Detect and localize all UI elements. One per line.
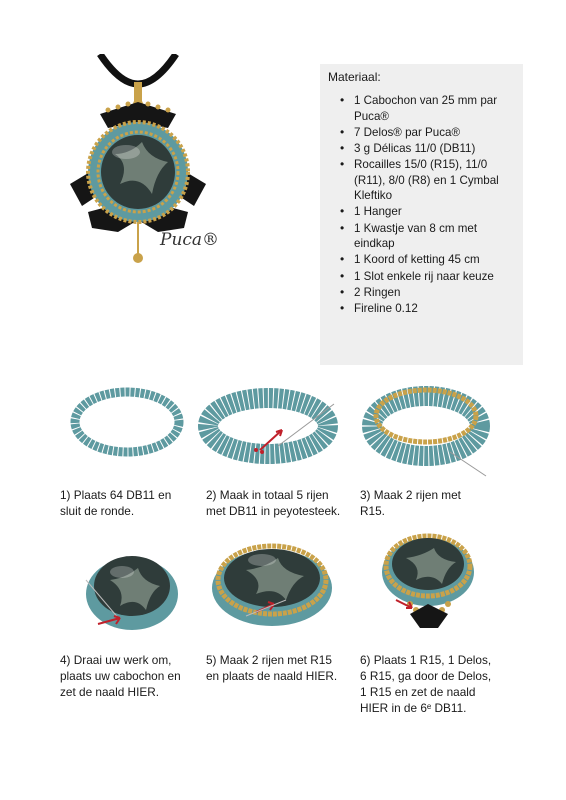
material-item: • 7 Delos® par Puca® [328, 125, 515, 140]
material-item: • 1 Hanger [328, 204, 515, 219]
step-1-caption: 1) Plaats 64 DB11 en sluit de ronde. [60, 488, 172, 518]
step-4-caption: 4) Draai uw werk om, plaats uw cabochon en zet de naald HIER. [60, 653, 181, 699]
step-2-photo [198, 374, 338, 474]
material-item: • 1 Koord of ketting 45 cm [328, 252, 515, 267]
step-2-caption: 2) Maak in totaal 5 rijen met DB11 in peyotesteek. [206, 488, 341, 518]
step-6-caption: 6) Plaats 1 R15, 1 Delos, 6 R15, ga door de Delos, 1 R15 en zet de naald HIER in de 6ᵉ DB11. [360, 653, 492, 715]
material-list-box [320, 64, 523, 365]
material-item: • 1 Cabochon van 25 mm par Puca® [328, 93, 515, 124]
brand-watermark: Puca® [160, 230, 220, 250]
step-5-caption: 5) Maak 2 rijen met R15 en plaats de naald HIER. [206, 653, 338, 683]
step-3-photo [360, 370, 492, 482]
material-item: • 3 g Délicas 11/0 (DB11) [328, 141, 515, 156]
material-title: Materiaal: [328, 70, 381, 84]
material-item: • Fireline 0.12 [328, 301, 515, 316]
material-item: • 1 Slot enkele rij naar keuze [328, 269, 515, 284]
material-item: • 1 Kwastje van 8 cm met eindkap [328, 221, 515, 252]
material-item: • 2 Ringen [328, 285, 515, 300]
step-5-photo [206, 530, 338, 634]
step-6-photo [376, 530, 480, 636]
pendant-photo [60, 54, 220, 266]
material-list [328, 93, 515, 316]
step-4-photo [80, 540, 184, 636]
material-item: • Rocailles 15/0 (R15), 11/0 (R11), 8/0 (R8) en 1 Cymbal Kleftiko [328, 157, 515, 203]
step-1-photo [62, 374, 192, 474]
step-3-caption: 3) Maak 2 rijen met R15. [360, 488, 461, 518]
